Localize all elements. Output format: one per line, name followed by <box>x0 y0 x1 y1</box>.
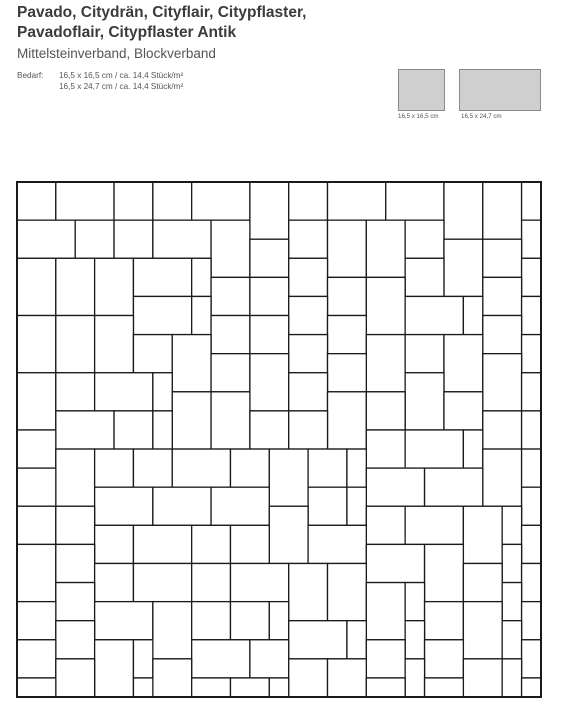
paving-stone <box>522 411 541 449</box>
paving-stone <box>405 335 444 373</box>
paving-stone <box>502 506 521 544</box>
paving-stone <box>56 258 95 315</box>
paving-stone <box>522 220 541 258</box>
paving-stone <box>95 487 153 525</box>
paving-stone <box>211 354 250 392</box>
paving-stone <box>153 182 192 220</box>
paving-stone <box>405 258 444 296</box>
paving-stone <box>192 678 231 697</box>
paving-stone <box>483 449 522 506</box>
paving-stone <box>289 659 328 697</box>
paving-stone <box>405 583 424 621</box>
paving-stone <box>386 182 444 220</box>
paving-stone <box>56 182 114 220</box>
paving-stone <box>405 621 424 659</box>
paving-stone <box>425 602 464 640</box>
paving-stone <box>153 411 172 449</box>
paving-stone <box>172 392 211 449</box>
paving-stone <box>192 640 250 678</box>
paving-stone <box>133 335 172 373</box>
paving-stone <box>328 563 367 620</box>
paving-stone <box>153 659 192 697</box>
paving-stone <box>56 316 95 373</box>
paving-stone <box>328 392 367 449</box>
paving-stone <box>211 277 250 315</box>
paving-stone <box>230 602 269 640</box>
paving-stone <box>56 583 95 621</box>
paving-stone <box>366 506 405 544</box>
paving-stone <box>133 258 191 296</box>
paving-stone <box>366 544 424 582</box>
paving-stone <box>172 449 230 487</box>
paving-stone <box>463 659 502 697</box>
paving-stone <box>269 449 308 506</box>
paving-stone <box>75 220 114 258</box>
swatch-square-caption: 16,5 x 16,5 cm <box>398 113 439 120</box>
paving-stone <box>17 316 56 373</box>
paving-stone <box>133 449 172 487</box>
paving-stone <box>444 335 483 392</box>
paving-stone <box>522 525 541 563</box>
paving-stone <box>17 182 56 220</box>
paving-stone <box>56 621 95 659</box>
paving-stone <box>289 258 328 296</box>
paving-stone <box>172 335 211 392</box>
bedarf-line-large: 16,5 x 24,7 cm / ca. 14,4 Stück/m² <box>59 81 184 91</box>
paving-stone <box>308 449 347 487</box>
paving-stone <box>211 392 250 449</box>
paving-stone <box>17 678 56 697</box>
paving-stone <box>444 392 483 430</box>
paving-stone <box>483 182 522 239</box>
paving-stone <box>522 449 541 487</box>
paving-stone <box>425 678 464 697</box>
paving-stone <box>347 621 366 659</box>
paving-stone <box>133 563 191 601</box>
paving-stone <box>522 296 541 334</box>
paving-stone <box>483 277 522 315</box>
title-line-1: Pavado, Citydrän, Cityflair, Citypflaster, <box>17 4 307 21</box>
paving-stone <box>463 430 482 468</box>
paving-stone <box>366 640 405 678</box>
paving-stone <box>463 296 482 334</box>
paving-stone <box>522 487 541 525</box>
paving-stone <box>250 411 289 449</box>
paving-stone <box>483 354 522 411</box>
paving-stone <box>522 563 541 601</box>
paving-stone <box>308 487 347 525</box>
paving-stone <box>269 678 288 697</box>
paving-stone <box>522 182 541 220</box>
paving-stone <box>133 678 152 697</box>
paving-stone <box>17 430 56 468</box>
paving-stone <box>405 220 444 258</box>
paving-stone <box>366 220 405 277</box>
swatch-rect-caption: 16,5 x 24,7 cm <box>461 113 502 120</box>
paving-stone <box>328 182 386 220</box>
paving-stone <box>153 487 211 525</box>
paving-stone <box>95 563 134 601</box>
paving-stone <box>153 220 211 258</box>
paving-stone <box>308 525 366 563</box>
paving-stone <box>95 373 153 411</box>
paving-stone <box>405 430 463 468</box>
pattern-subtitle: Mittelsteinverband, Blockverband <box>17 46 216 61</box>
paving-stone <box>56 506 95 544</box>
paving-stone <box>289 182 328 220</box>
paving-stone <box>211 220 250 277</box>
bedarf-line-small: 16,5 x 16,5 cm / ca. 14,4 Stück/m² <box>59 71 184 80</box>
paving-stone <box>95 525 134 563</box>
paving-stone <box>405 373 444 430</box>
bedarf-label: Bedarf: <box>17 71 44 80</box>
paving-stone <box>192 182 250 220</box>
paving-stone <box>366 583 405 640</box>
paving-stone <box>405 506 463 544</box>
paving-stone <box>347 449 366 487</box>
paving-stone <box>250 182 289 239</box>
paving-stone <box>230 678 269 697</box>
paving-stone <box>405 296 463 334</box>
paving-stone <box>289 563 328 620</box>
paving-stone <box>192 563 231 601</box>
paving-stone <box>192 258 211 296</box>
paving-stone <box>522 678 541 697</box>
paving-stone <box>56 544 95 582</box>
paving-stone <box>95 602 153 640</box>
paving-stone <box>463 506 502 563</box>
paving-stone <box>133 640 152 678</box>
paving-stone <box>289 373 328 411</box>
paving-stone <box>17 468 56 506</box>
paving-stone <box>444 182 483 239</box>
paving-stone <box>17 544 56 601</box>
paving-stone <box>522 640 541 678</box>
paving-stone <box>328 277 367 315</box>
paving-stone <box>250 354 289 411</box>
paving-stone <box>289 335 328 373</box>
paving-stone <box>366 678 405 697</box>
paving-stone <box>522 373 541 411</box>
paving-stone <box>405 659 424 697</box>
paving-stone <box>328 354 367 392</box>
paving-stone <box>289 296 328 334</box>
paving-stone <box>366 335 405 392</box>
title-line-2: Pavadoflair, Citypflaster Antik <box>17 24 237 41</box>
paving-stone <box>269 506 308 563</box>
paving-stone <box>366 392 405 430</box>
paving-stone <box>153 373 172 411</box>
paving-stone <box>56 659 95 697</box>
paving-stone <box>463 602 502 659</box>
paving-stone <box>366 277 405 334</box>
paving-stone <box>289 621 347 659</box>
paving-stone <box>483 316 522 354</box>
paving-stone <box>328 220 367 277</box>
paving-stone <box>153 602 192 659</box>
paving-stone <box>483 239 522 277</box>
paving-stone <box>133 296 191 334</box>
paving-stone <box>192 525 231 563</box>
paving-stone <box>425 640 464 678</box>
paving-stone <box>269 602 288 640</box>
paving-stone <box>483 411 522 449</box>
paving-stone <box>425 544 464 601</box>
paving-stone <box>211 487 269 525</box>
paving-stone <box>95 258 134 315</box>
paving-stone <box>328 316 367 354</box>
paving-stone <box>17 602 56 640</box>
paving-stone <box>95 640 134 697</box>
paving-stone <box>230 563 288 601</box>
paving-stone <box>522 335 541 373</box>
paving-stone <box>250 640 289 678</box>
paving-stone <box>502 659 521 697</box>
paving-stone <box>463 563 502 601</box>
paving-stone <box>250 316 289 354</box>
paving-stone <box>250 277 289 315</box>
paving-stone <box>347 487 366 525</box>
paving-stone <box>114 220 153 258</box>
paving-stone <box>17 220 75 258</box>
paving-stone <box>328 659 367 697</box>
paving-stone <box>17 640 56 678</box>
paving-stone <box>192 296 211 334</box>
paving-stone <box>425 468 483 506</box>
paving-stone <box>17 258 56 315</box>
paving-stone <box>211 316 250 354</box>
paving-stone <box>502 544 521 582</box>
paving-stone <box>366 468 424 506</box>
paving-stone <box>289 220 328 258</box>
paving-stone <box>522 258 541 296</box>
paving-stone <box>289 411 328 449</box>
paving-stone <box>56 411 114 449</box>
paving-stone <box>192 602 231 640</box>
paving-stone <box>502 583 521 621</box>
paving-stone <box>95 316 134 373</box>
paving-stone <box>502 621 521 659</box>
paving-stone <box>95 449 134 487</box>
paving-stone <box>17 373 56 430</box>
paving-stone <box>230 449 269 487</box>
paving-stone <box>230 525 269 563</box>
paving-stone <box>444 239 483 296</box>
paving-stone <box>17 506 56 544</box>
paving-stone <box>114 182 153 220</box>
paving-stone <box>133 525 191 563</box>
paving-stone <box>366 430 405 468</box>
paving-stone <box>250 239 289 277</box>
paving-stone <box>56 449 95 506</box>
paving-stone <box>114 411 153 449</box>
paving-stone <box>56 373 95 411</box>
paving-stone <box>522 602 541 640</box>
